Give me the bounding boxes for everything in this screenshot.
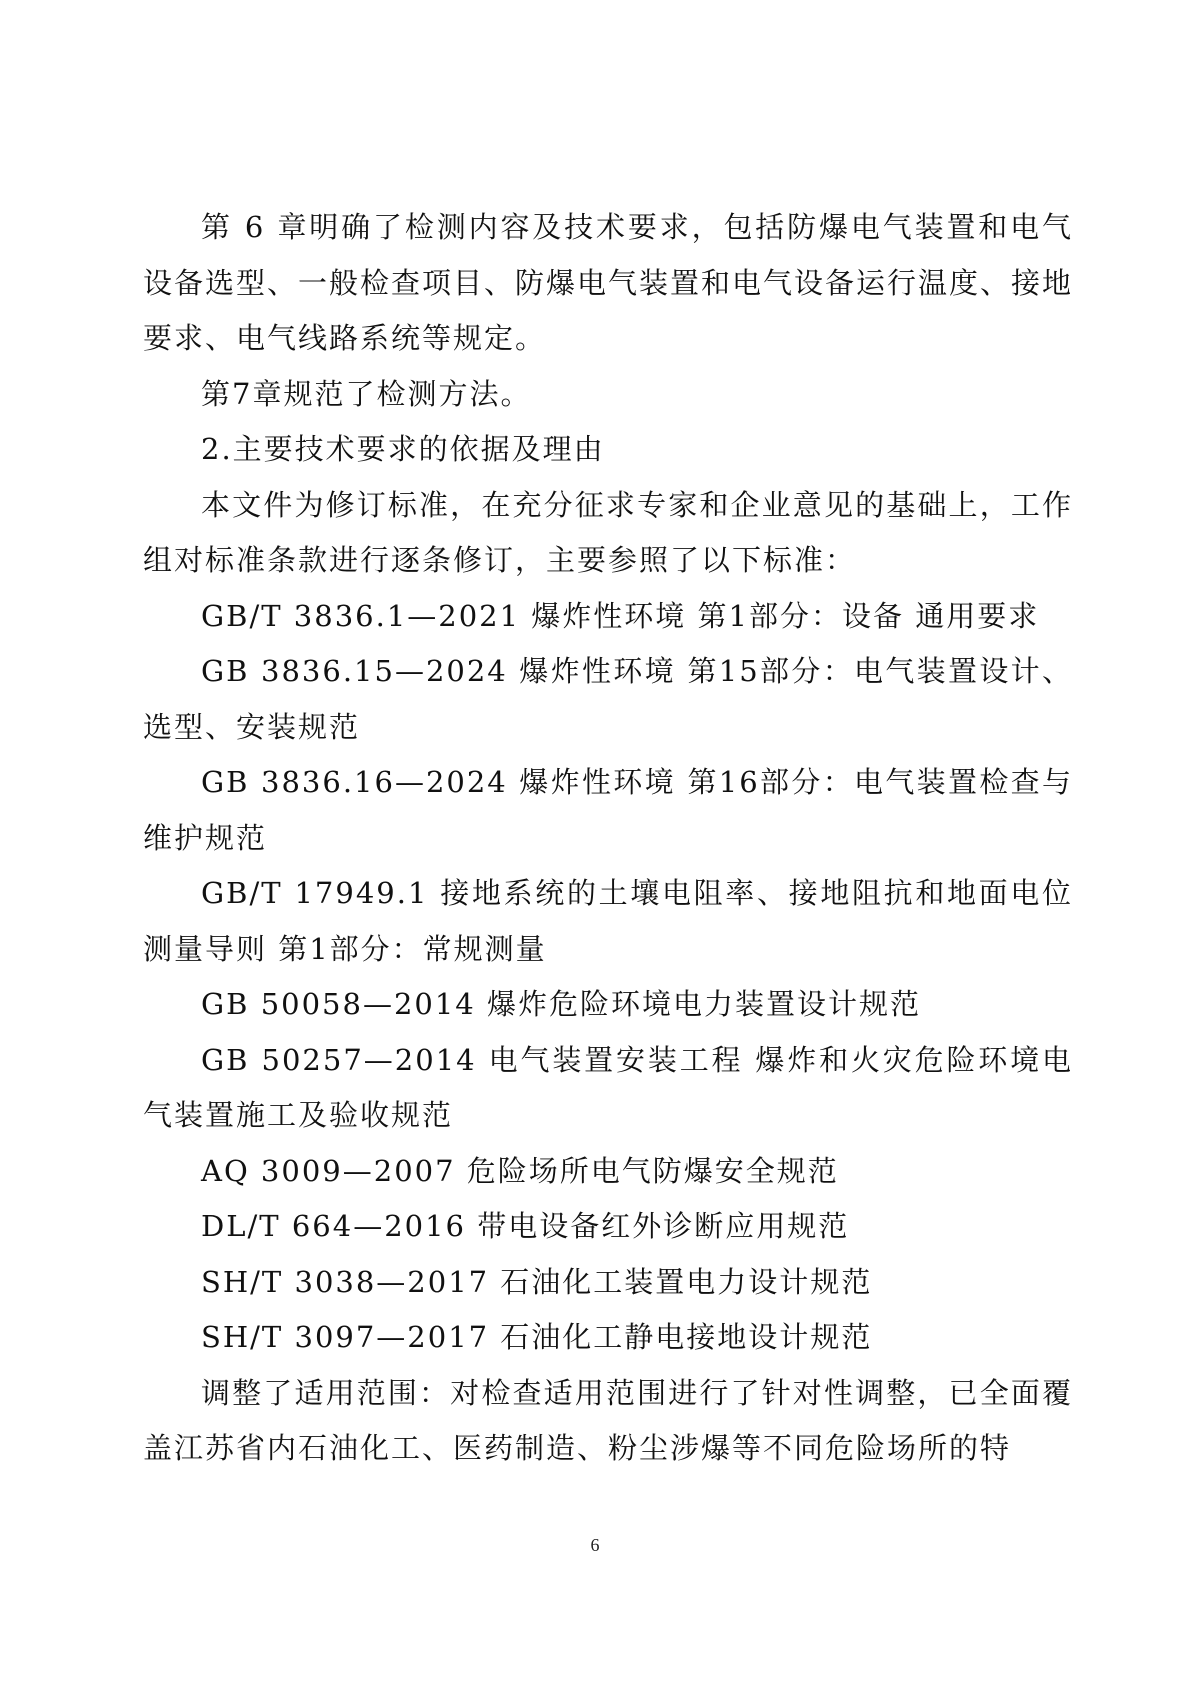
reference-standard: SH/T 3097—2017 石油化工静电接地设计规范 — [201, 1320, 873, 1354]
reference-standard: GB 3836.16—2024 爆炸性环境 第16部分：电气装置检查与维护规范 — [143, 765, 1073, 855]
paragraph-chapter6: 第 6 章明确了检测内容及技术要求，包括防爆电气装置和电气设备选型、一般检查项目、防爆电气装置和电气设备运行温度、接地要求、电气线路系统等规定。 — [143, 210, 1074, 355]
reference-standard: GB/T 17949.1 接地系统的土壤电阻率、接地阻抗和地面电位测量导则 第1部分：常规测量 — [143, 876, 1073, 966]
paragraph-intro: 本文件为修订标准，在充分征求专家和企业意见的基础上，工作组对标准条款进行逐条修订，主要参照了以下标准： — [143, 487, 1073, 577]
reference-standard: GB/T 3836.1—2021 爆炸性环境 第1部分：设备 通用要求 — [201, 598, 1040, 633]
reference-standard: DL/T 664—2016 带电设备红外诊断应用规范 — [201, 1209, 850, 1243]
reference-standard: AQ 3009—2007 危险场所电气防爆安全规范 — [201, 1153, 839, 1188]
reference-standard: GB 50058—2014 爆炸危险环境电力装置设计规范 — [201, 987, 921, 1021]
paragraph-chapter7: 第7章规范了检测方法。 — [201, 376, 532, 411]
section-heading: 2.主要技术要求的依据及理由 — [201, 432, 605, 466]
paragraph-scope: 调整了适用范围：对检查适用范围进行了针对性调整，已全面覆盖江苏省内石油化工、医药制造、粉尘涉爆等不同危险场所的特 — [143, 1375, 1073, 1465]
reference-standard: SH/T 3038—2017 石油化工装置电力设计规范 — [201, 1264, 873, 1299]
reference-standard: GB 3836.15—2024 爆炸性环境 第15部分：电气装置设计、选型、安装规范 — [143, 654, 1073, 744]
page-number: 6 — [590, 1535, 600, 1555]
body-text — [143, 200, 1073, 1477]
reference-standard: GB 50257—2014 电气装置安装工程 爆炸和火灾危险环境电气装置施工及验收规范 — [143, 1042, 1073, 1132]
